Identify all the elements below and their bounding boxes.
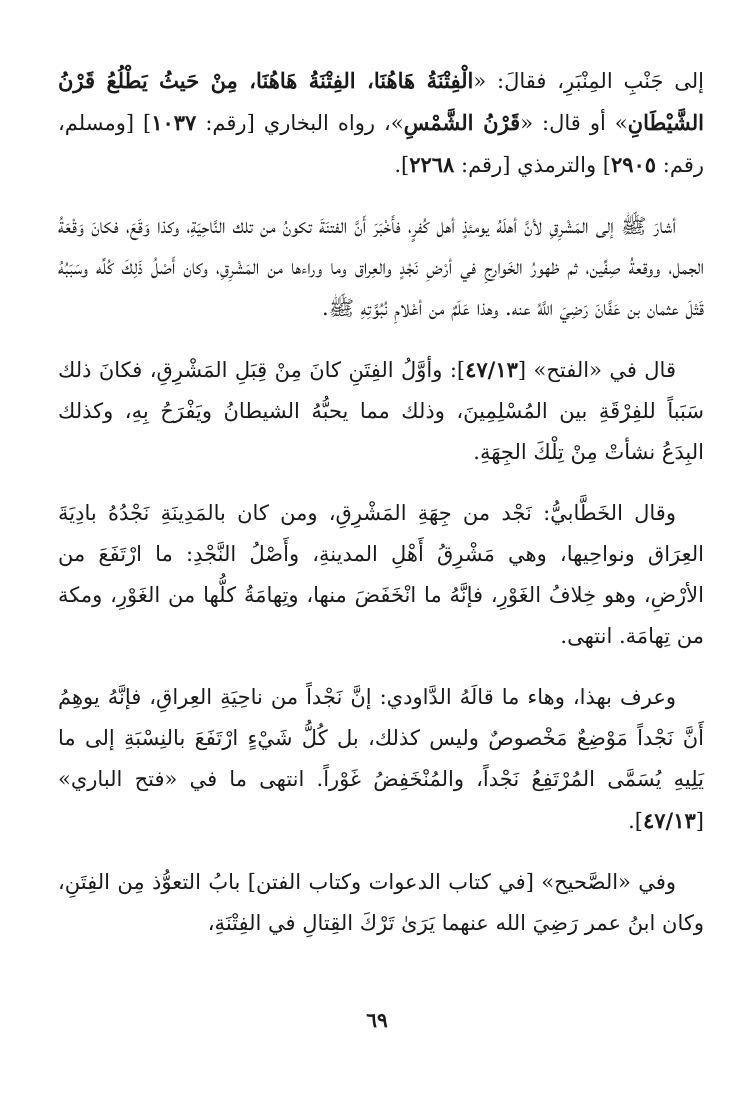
text-segment: ] [ومسلم، رقم: (58, 111, 704, 177)
text-segment: أشارَ ﷺ إلى المَشْرِقِ لأنَّ أهلَهُ يومئذٍ أهل كُفرٍ، فأَخْبَرَ أَنَّ الفتنَةَ تكونُ من تلك النَّاحِيَةِ، وكذا وَقَعَ، فكانَ وَقْعَةُ الجمل، ووقعةُ صِفِّين، ثم ظهورُ الخَوارِجِ في أرْضِ نَجْدٍ والعِراق وما وراءها من المَشْرِقِ، وكان أَصْلُ ذَلِكَ كُلِّه وسَبَبُهُ قَتْلَ عثمان بن عَفَّانَ رَضِيَ اللَّهُ عنه. وهذا عَلَمٌ من أعْلامِ نُبُوَّتِهِ ﷺ. (58, 214, 704, 320)
paragraph-3 (58, 349, 704, 473)
paragraph-4 (58, 493, 704, 657)
text-segment: » أو قال: « (520, 111, 628, 135)
reference-number: ٤٧/١٣ (643, 808, 696, 833)
reference-number: ١٠٣٧ (151, 110, 197, 135)
paragraph-2 (58, 206, 704, 329)
text-segment: وفي «الصَّحيح» [في كتاب الدعوات وكتاب الفتن] بابُ التعوُّذ مِن الفِتَنِ، وكان ابنُ عمر رَضِيَ الله عنهما يَرَىٰ تَرْكَ القِتالِ في الفِتْنَةِ، (58, 870, 704, 935)
text-segment: ]: وأوَّلُ الفِتَنِ كانَ مِنْ قِبَلِ المَشْرِقِ، فكانَ ذلك سَبَباً للفِرْقَةِ بين المُسْلِمِينَ، وذلك مما يحبُّهُ الشيطانُ ويَفْرَحُ بِهِ، وكذلك البِدَعُ نشأتْ مِنْ تِلْكَ الجِهَةِ. (58, 358, 704, 464)
hadith-text-bold: قَرْنُ الشَّمْسِ (403, 110, 521, 135)
paragraph-5 (58, 677, 704, 842)
reference-number: ٢٢٦٨ (409, 152, 455, 177)
text-segment: قال في «الفتح» [ (517, 358, 676, 382)
page-body (58, 60, 704, 964)
reference-number: ٢٩٠٥ (610, 152, 657, 177)
text-segment: إلى جَنْبِ المِنْبَرِ، فقالَ: « (473, 69, 704, 93)
text-segment: ]. (394, 153, 410, 177)
paragraph-1 (58, 60, 704, 186)
text-segment: ] والترمذي [رقم: (454, 153, 611, 177)
text-segment: ]. (628, 809, 643, 833)
text-segment: وعرف بهذا، وهاء ما قالَهُ الدَّاودي: إنَّ نَجْداً من ناحِيَةِ العِراقِ، فإنَّهُ يوهِمُ أَنَّ نَجْداً مَوْضِعٌ مَخْصوصٌ وليس كذلك، بل كُلُّ شَيْءٍ ارْتَفَعَ بالنِسْبَةِ إلى ما يَلِيهِ يُسَمَّى المُرْتَفِعُ نَجْداً، والمُنْخَفِضُ غَوْراً. انتهى ما في «فتح الباري» [ (58, 685, 704, 833)
text-segment: وقال الخَطَّابيُّ: نَجْد من جِهَةِ المَشْرِقِ، ومن كان بالمَدِينَةِ نَجْدُهُ بادِيَةَ العِرَاق ونواحِيها، وهي مَشْرِقُ أَهْلِ المدينةِ، وأَصْلُ النَّجْدِ: ما ارْتَفَعَ من الأرْضِ، وهو خِلافُ الغَوْرِ، فإنَّهُ ما انْخَفَضَ منها، وتِهامَةُ كلُّها من الغَوْرِ، ومكة من تِهامَة. انتهى. (58, 501, 704, 648)
hadith-text-bold: الْفِتْنَةُ هَاهُنَا، الفِتْنَةُ هَاهُنَا، مِنْ حَيثُ يَطْلُعُ قَرْنُ الشَّيْطَانِ (58, 68, 705, 135)
text-segment: »، رواه البخاري [رقم: (196, 111, 404, 135)
paragraph-6 (58, 862, 704, 944)
page-number: ٦٩ (366, 1008, 388, 1032)
reference-number: ٤٧/١٣ (465, 357, 518, 382)
